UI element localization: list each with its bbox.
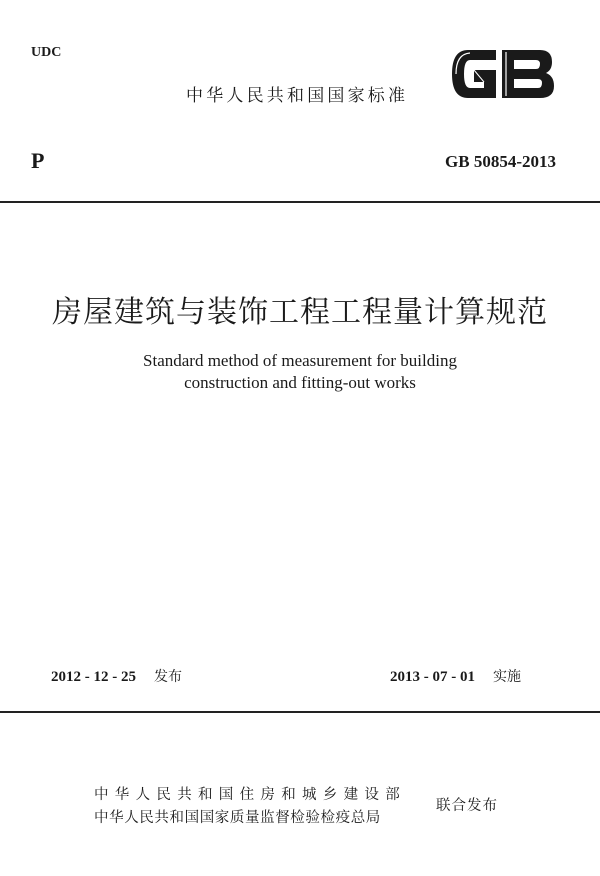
- effective-date: 2013 - 07 - 01: [390, 669, 475, 685]
- title-english-line2: construction and fitting-out works: [184, 373, 416, 392]
- title-chinese: 房屋建筑与装饰工程工程量计算规范: [52, 295, 548, 330]
- issuer-mohurd: 中华人民共和国住房和城乡建设部: [94, 787, 406, 803]
- issue-date-row: [51, 666, 182, 686]
- standard-type: 中华人民共和国国家标准: [186, 86, 409, 106]
- effective-label: 实施: [493, 669, 521, 685]
- issuer-aqsiq: 中华人民共和国国家质量监督检验检疫总局: [94, 810, 381, 826]
- issue-date: 2012 - 12 - 25: [51, 669, 136, 685]
- title-english: [0, 350, 600, 394]
- title-english-line1: Standard method of measurement for building: [143, 351, 457, 370]
- category-code: P: [31, 148, 45, 173]
- standard-number: GB 50854-2013: [445, 152, 556, 171]
- joint-issue-label: 联合发布: [436, 798, 498, 814]
- effective-date-row: [390, 666, 521, 686]
- bottom-divider: [0, 711, 600, 713]
- issue-label: 发布: [154, 669, 182, 685]
- top-divider: [0, 201, 600, 203]
- gb-logo-icon: [446, 44, 558, 104]
- udc-label: UDC: [31, 45, 62, 60]
